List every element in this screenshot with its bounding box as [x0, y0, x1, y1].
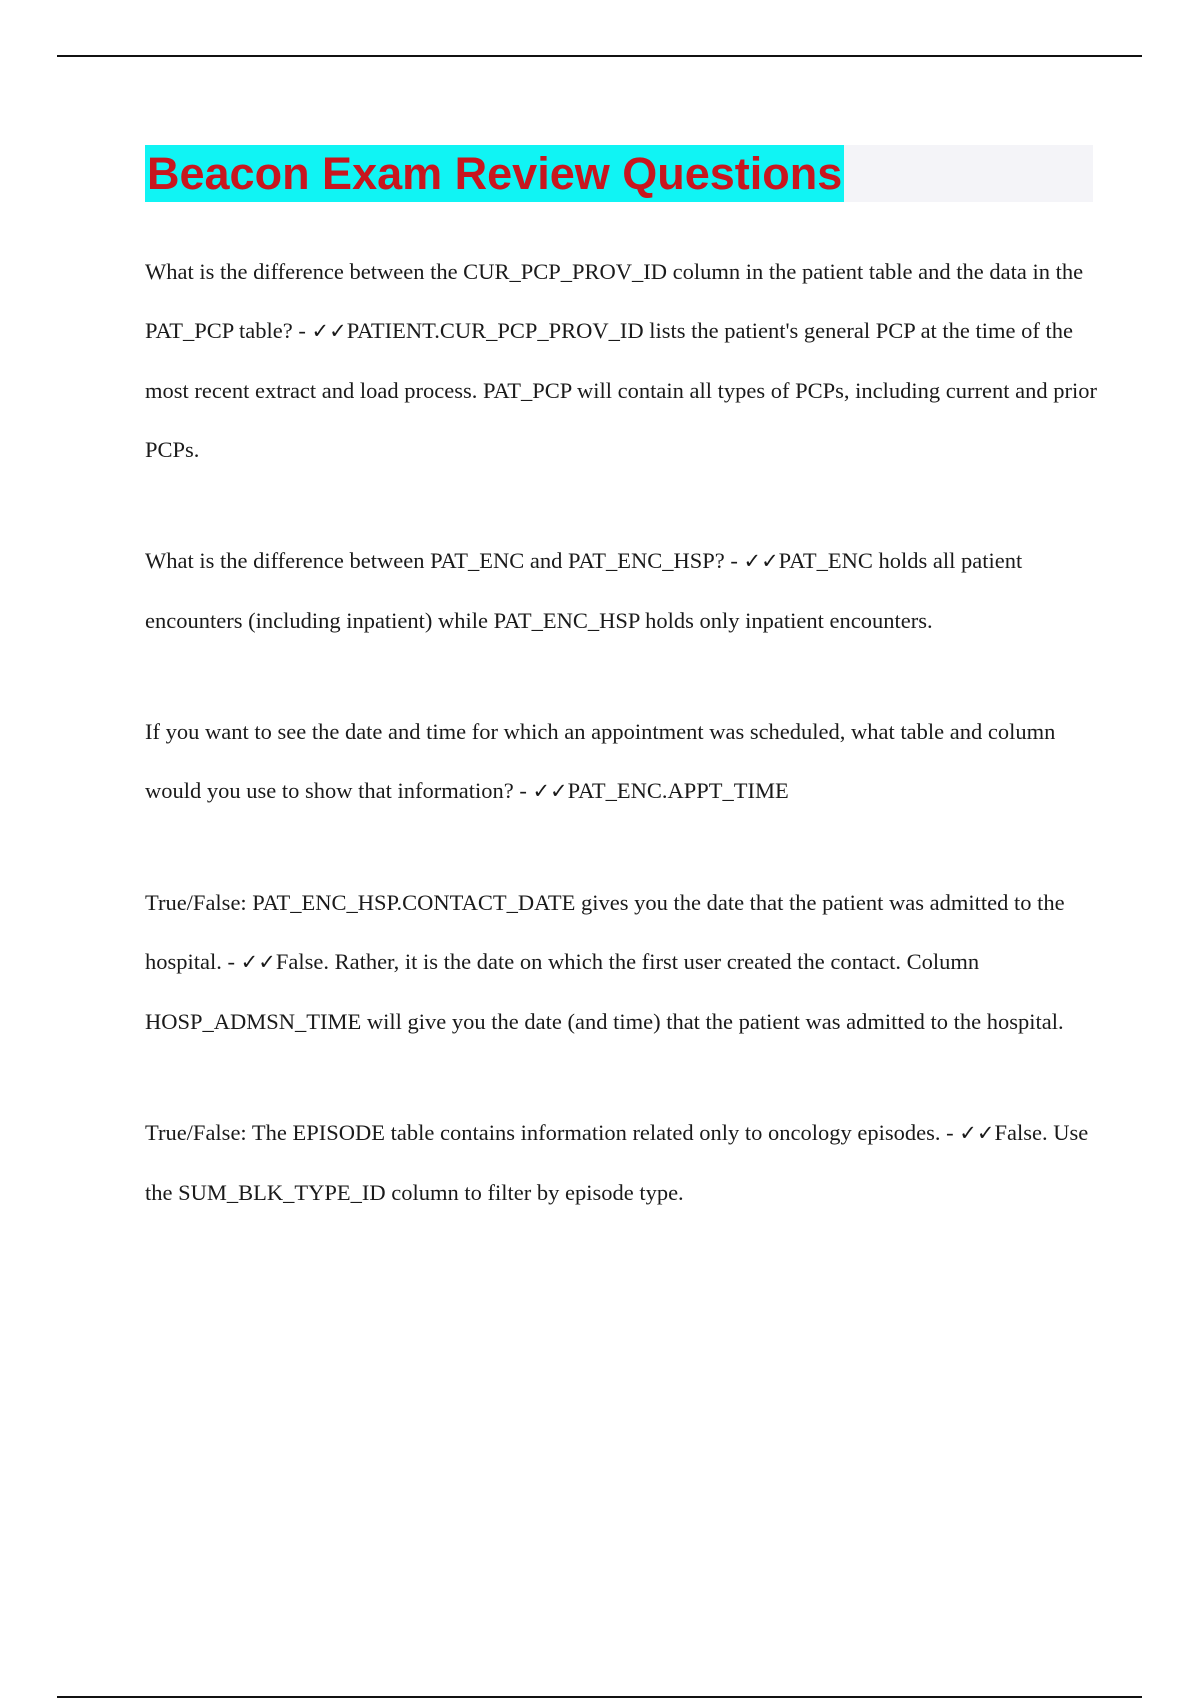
document-title: Beacon Exam Review Questions — [145, 145, 844, 202]
footer-rule — [57, 1696, 1142, 1698]
check-marks: ✓✓ — [959, 1121, 995, 1145]
question-text: True/False: The EPISODE table contains information related only to oncology episodes. - — [145, 1120, 954, 1145]
qa-item — [145, 702, 1100, 821]
answer-text: PAT_ENC holds all patient encounters (including inpatient) while PAT_ENC_HSP holds only inpatient encounters. — [145, 548, 1023, 633]
question-text: What is the difference between PAT_ENC and PAT_ENC_HSP? - — [145, 548, 738, 573]
check-marks: ✓✓ — [532, 779, 568, 803]
qa-item — [145, 1103, 1100, 1222]
check-marks: ✓✓ — [240, 950, 276, 974]
answer-text: False. Use the SUM_BLK_TYPE_ID column to filter by episode type. — [145, 1120, 1089, 1205]
answer-text: PAT_ENC.APPT_TIME — [567, 778, 789, 803]
answer-text: False. Rather, it is the date on which the first user created the contact. Column HOSP_ADMSN_TIME will give you the date (and time) that the patient was admitted to the hospital. — [145, 949, 1064, 1034]
question-text: True/False: PAT_ENC_HSP.CONTACT_DATE gives you the date that the patient was admitted to the hospital. - — [145, 890, 1065, 974]
check-marks: ✓✓ — [311, 319, 347, 343]
qa-item — [145, 873, 1100, 1051]
qa-item — [145, 531, 1100, 650]
check-marks: ✓✓ — [743, 549, 779, 573]
answer-text: PATIENT.CUR_PCP_PROV_ID lists the patient's general PCP at the time of the most recent extract and load process. PAT_PCP will contain all types of PCPs, including current and prior PCPs. — [145, 318, 1097, 462]
header-rule — [57, 55, 1142, 57]
question-text: If you want to see the date and time for which an appointment was scheduled, what table and column would you use to show that information? - — [145, 719, 1056, 803]
question-text: What is the difference between the CUR_PCP_PROV_ID column in the patient table and the data in the PAT_PCP table? - — [145, 259, 1084, 343]
qa-item — [145, 242, 1100, 479]
qa-list — [145, 242, 1100, 1274]
